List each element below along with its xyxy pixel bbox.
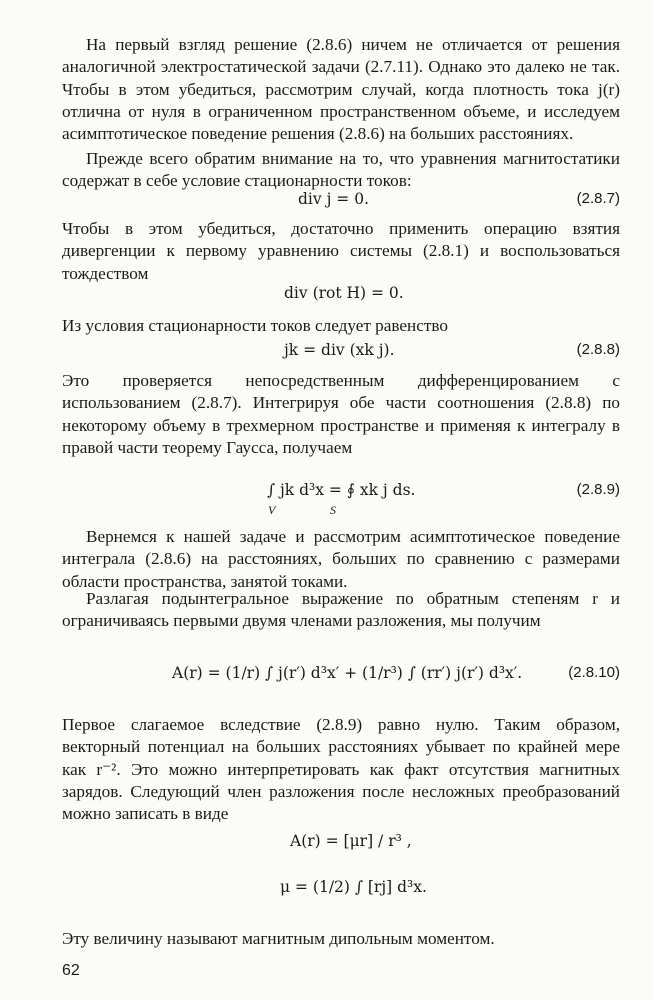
- equation-2-8-9: [62, 481, 620, 521]
- equation-magnetic-moment: [62, 878, 620, 906]
- equation-div-rot: [62, 284, 620, 312]
- paragraph-1: На первый взгляд решение (2.8.6) ничем не отличается от решения аналогичной электростатической задачи (2.7.11). Однако это далеко не так. Чтобы в этом убедиться, рассмотрим случай, когда плотность тока j(r) отлична от нуля в ограниченном пространственном объеме, и исследуем асимптотическое поведение решения (2.8.6) на больших расстояниях.: [62, 35, 620, 144]
- equation-2-8-7: [62, 190, 620, 218]
- equation-body: div (rot H) = 0.: [284, 284, 404, 302]
- equation-number: (2.8.8): [576, 341, 620, 358]
- volume-limit-label: V: [268, 503, 276, 517]
- equation-number: (2.8.9): [576, 481, 620, 498]
- equation-number: (2.8.10): [568, 664, 620, 681]
- paragraph-7: Разлагая подынтегральное выражение по обратным степеням r и ограничиваясь первыми двумя членами разложения, мы получим: [62, 589, 620, 631]
- paragraph-5: Это проверяется непосредственным дифференцированием с использованием (2.8.7). Интегрируя обе части соотношения (2.8.8) по некоторому объему в трехмерном пространстве и применяя к интегралу в правой части теорему Гаусса, получаем: [62, 371, 620, 457]
- paragraph-4: Из условия стационарности токов следует равенство: [62, 316, 448, 335]
- equation-body: jk = div (xk j).: [284, 341, 395, 359]
- equation-vector-potential: [62, 832, 620, 860]
- paragraph-8: Первое слагаемое вследствие (2.8.9) равно нулю. Таким образом, векторный потенциал на больших расстояниях убывает по крайней мере как r⁻². Это можно интерпретировать как факт отсутствия магнитных зарядов. Следующий член разложения после несложных преобразований можно записать в виде: [62, 715, 620, 824]
- equation-body: div j = 0.: [298, 190, 369, 208]
- equation-2-8-8: [62, 341, 620, 369]
- equation-body: μ = (1/2) ∫ [rj] d³x.: [280, 878, 427, 896]
- paragraph-2: Прежде всего обратим внимание на то, что уравнения магнитостатики содержат в себе условие стационарности токов:: [62, 149, 620, 191]
- equation-2-8-10: [62, 664, 620, 692]
- equation-number: (2.8.7): [576, 190, 620, 207]
- paragraph-3: Чтобы в этом убедиться, достаточно применить операцию взятия дивергенции к первому уравнению системы (2.8.1) и воспользоваться тождеством: [62, 219, 620, 283]
- page-number: 62: [62, 962, 80, 979]
- paragraph-6: Вернемся к нашей задаче и рассмотрим асимптотическое поведение интеграла (2.8.6) на расстояниях, больших по сравнению с размерами области пространства, занятой токами.: [62, 527, 620, 591]
- equation-body: A(r) = [μr] / r³ ,: [290, 832, 412, 850]
- paragraph-9: Эту величину называют магнитным дипольным моментом.: [62, 929, 495, 948]
- surface-limit-label: S: [330, 503, 336, 517]
- equation-body: A(r) = (1/r) ∫ j(r′) d³x′ + (1/r³) ∫ (rr′) j(r′) d³x′.: [172, 664, 523, 682]
- equation-body: ∫ jk d³x = ∮ xk j ds.: [267, 481, 416, 499]
